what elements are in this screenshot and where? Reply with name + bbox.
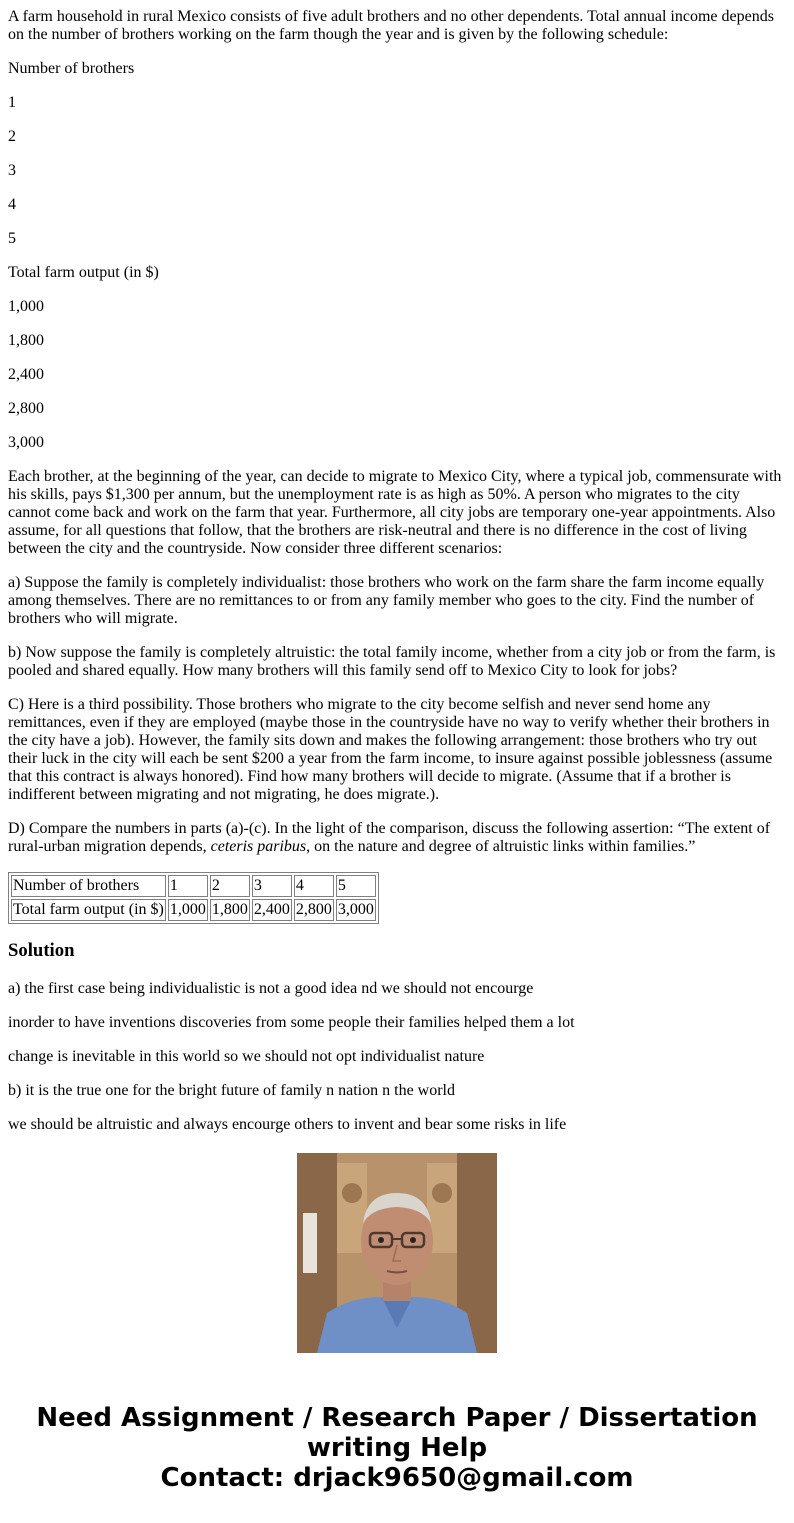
table-cell-label: Number of brothers bbox=[11, 875, 166, 897]
document-body bbox=[8, 0, 786, 1133]
table-cell-label: Total farm output (in $) bbox=[11, 899, 166, 921]
promo-banner bbox=[0, 1403, 794, 1493]
solution-line: we should be altruistic and always encourge others to invent and bear some risks in life bbox=[8, 1116, 567, 1133]
part-d-italic: ceteris paribus bbox=[210, 838, 307, 855]
table-cell: 3 bbox=[252, 875, 292, 897]
schedule-output-3: 2,400 bbox=[8, 366, 44, 383]
schedule-label-output: Total farm output (in $) bbox=[8, 264, 159, 281]
table-row bbox=[11, 899, 376, 921]
avatar bbox=[297, 1153, 497, 1353]
table-cell: 2,400 bbox=[252, 899, 292, 921]
paragraph-setup: Each brother, at the beginning of the year, can decide to migrate to Mexico City, where a typical job, commensurate with his skills, pays $1,300 per annum, but the unemployment rate is as high as 50%. A person who migrates to the city cannot come back and work on the farm that year. Furthermore, all city jobs are temporary one-year appointments. Also assume, for all questions that follow, that the brothers are risk-neutral and there is no difference in the cost of living between the city and the countryside. Now consider three different scenarios: bbox=[8, 468, 782, 557]
table-cell: 1,800 bbox=[210, 899, 250, 921]
table-cell: 1,000 bbox=[168, 899, 208, 921]
table-row bbox=[11, 875, 376, 897]
part-d-before: D) Compare the numbers in parts (a)-(c). In the light of the comparison, discuss the following assertion: “The extent of rural-urban migration depends, bbox=[8, 820, 771, 855]
promo-line-1: Need Assignment / Research Paper / Dissertation bbox=[36, 1403, 758, 1433]
table-cell: 2,800 bbox=[294, 899, 334, 921]
promo-contact: Contact: drjack9650@gmail.com bbox=[160, 1463, 634, 1493]
part-d-after: , on the nature and degree of altruistic links within families.” bbox=[306, 838, 696, 855]
table-cell: 4 bbox=[294, 875, 334, 897]
schedule-number-5: 5 bbox=[8, 230, 16, 247]
part-d bbox=[8, 820, 786, 856]
farm-output-table bbox=[8, 872, 379, 924]
schedule-number-1: 1 bbox=[8, 94, 16, 111]
table-cell: 5 bbox=[336, 875, 376, 897]
solution-line: b) it is the true one for the bright future of family n nation n the world bbox=[8, 1082, 455, 1099]
schedule-output-5: 3,000 bbox=[8, 434, 44, 451]
solution-heading: Solution bbox=[8, 940, 75, 961]
schedule-number-4: 4 bbox=[8, 196, 16, 213]
question-intro: A farm household in rural Mexico consists of five adult brothers and no other dependents. Total annual income depends on the number of brothers working on the farm though the year and is given by the following schedule: bbox=[8, 8, 774, 43]
schedule-number-2: 2 bbox=[8, 128, 16, 145]
schedule-number-3: 3 bbox=[8, 162, 16, 179]
table-cell: 3,000 bbox=[336, 899, 376, 921]
part-a: a) Suppose the family is completely individualist: those brothers who work on the farm share the farm income equally among themselves. There are no remittances to or from any family member who goes to the city. Find the number of brothers who will migrate. bbox=[8, 574, 765, 627]
solution-line: change is inevitable in this world so we should not opt individualist nature bbox=[8, 1048, 485, 1065]
table-cell: 2 bbox=[210, 875, 250, 897]
part-c: C) Here is a third possibility. Those brothers who migrate to the city become selfish and never send home any remittances, even if they are employed (maybe those in the countryside have no way to verify whether their brothers in the city have a job). However, the family sits down and makes the following arrangement: those brothers who try out their luck in the city will each be sent $200 a year from the farm income, to insure against possible joblessness (assume that this contract is always honored). Find how many brothers will decide to migrate. (Assume that if a brother is indifferent between migrating and not migrating, he does migrate.). bbox=[8, 696, 773, 803]
avatar-portrait bbox=[297, 1153, 497, 1353]
schedule-output-4: 2,800 bbox=[8, 400, 44, 417]
solution-line: inorder to have inventions discoveries from some people their families helped them a lot bbox=[8, 1014, 575, 1031]
promo-line-2: writing Help bbox=[306, 1433, 488, 1463]
schedule-label-number: Number of brothers bbox=[8, 60, 135, 77]
part-b: b) Now suppose the family is completely altruistic: the total family income, whether from a city job or from the farm, is pooled and shared equally. How many brothers will this family send off to Mexico City to look for jobs? bbox=[8, 644, 776, 679]
schedule-output-2: 1,800 bbox=[8, 332, 44, 349]
table-cell: 1 bbox=[168, 875, 208, 897]
schedule-output-1: 1,000 bbox=[8, 298, 44, 315]
solution-line: a) the first case being individualistic is not a good idea nd we should not encourge bbox=[8, 980, 534, 997]
